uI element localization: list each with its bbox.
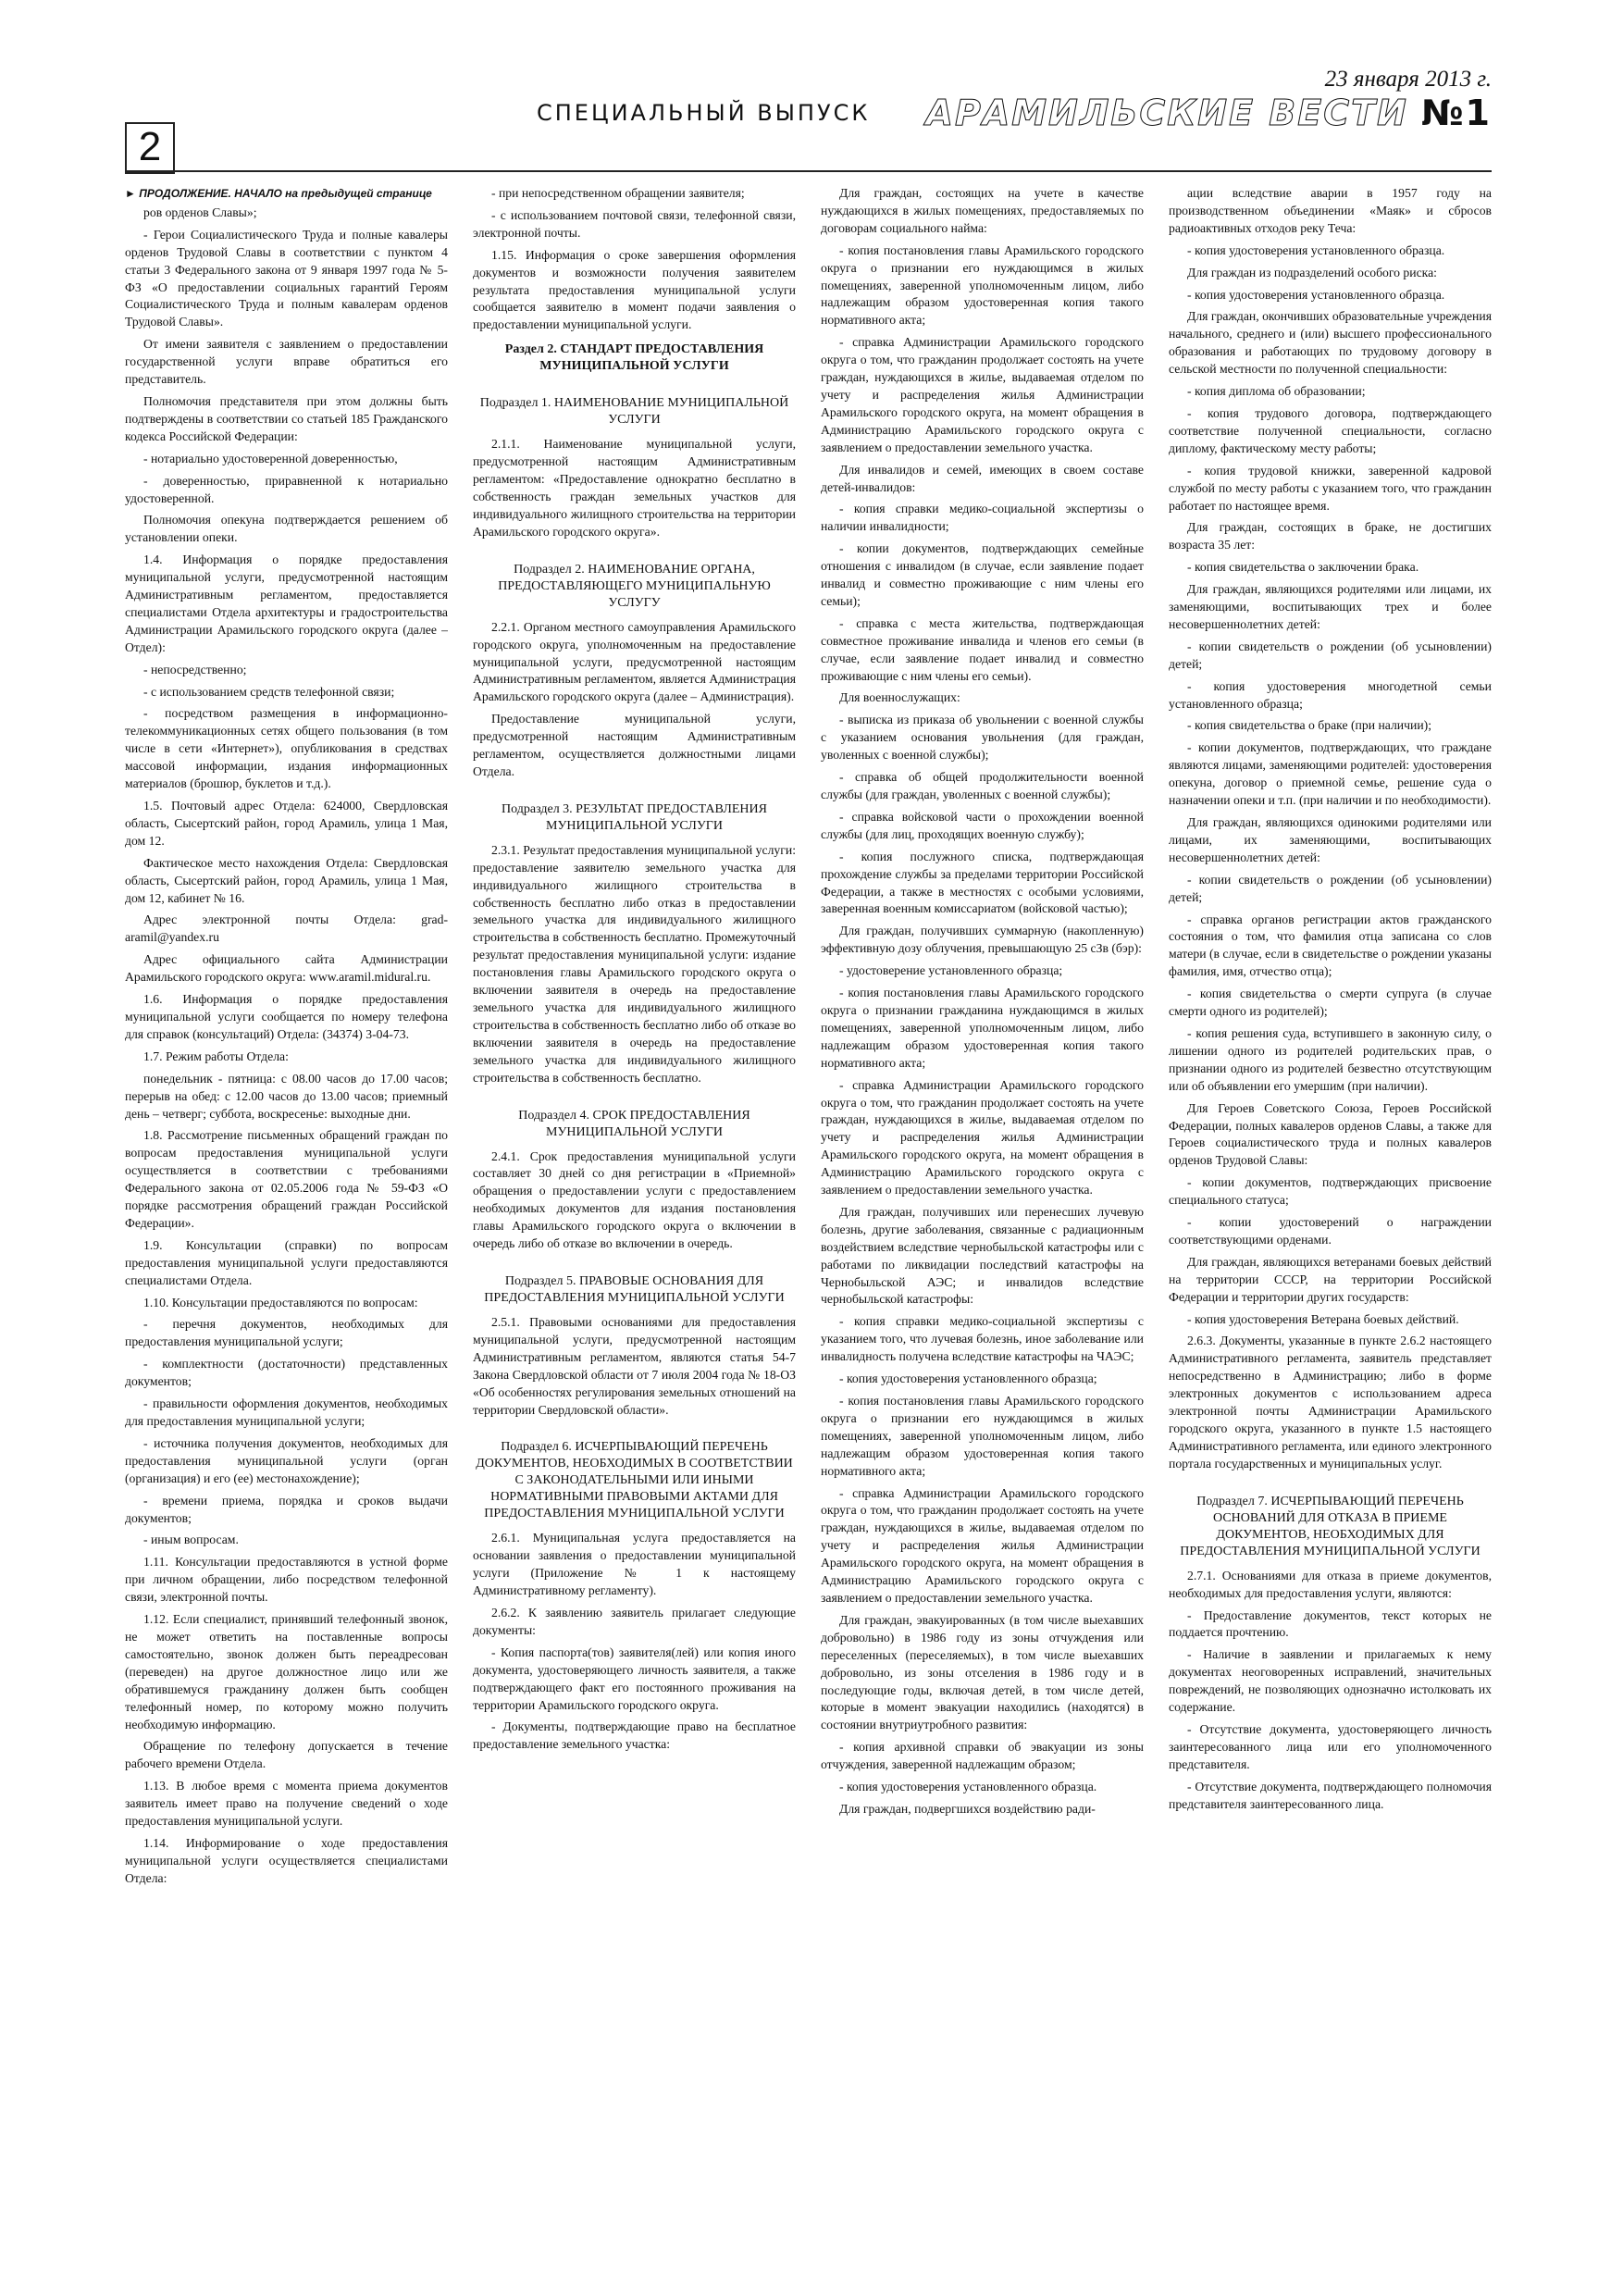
continuation-note: ► ПРОДОЛЖЕНИЕ. НАЧАЛО на предыдущей странице <box>125 187 432 200</box>
paragraph: - справка войсковой части о прохождении военной службы (для лиц, проходящих военную службу); <box>821 809 1144 841</box>
paragraph: 1.15. Информация о сроке завершения оформления документов и возможности получения заявителем результата предоставления муниципальной услуги сообщается заявителю в момент подачи заявления о предоставлении муниципальной услуги. <box>473 247 796 332</box>
paragraph: Для граждан, эвакуированных (в том числе выехавших добровольно) в 1986 году из зоны отчуждения или переселенных (переселяемых), в том числе выехавших добровольно, из зоны отселения в 1986 году и в последующие годы, включая детей, в том числе детей, которые в момент эвакуации находились (находятся) в состоянии внутриутробного развития: <box>821 1612 1144 1732</box>
paragraph: понедельник - пятница: с 08.00 часов до 17.00 часов; перерыв на обед: с 12.00 часов до 13.00 часов; приемный день – четверг; суббота, воскресенье: выходные дни. <box>125 1071 448 1121</box>
paragraph: - справка с места жительства, подтверждающая совместное проживание инвалида и членов его семьи (в случае, если заявление подает инвалид и совместно проживающие с ним члены его семьи). <box>821 615 1144 683</box>
paragraph: 1.5. Почтовый адрес Отдела: 624000, Свердловская область, Сысертский район, город Арамиль, улица 1 Мая, дом 12. <box>125 799 448 848</box>
paragraph: - доверенностью, приравненной к нотариально удостоверенной. <box>125 473 448 505</box>
paragraph: Полномочия представителя при этом должны быть подтверждены в соответствии со статьей 185 Гражданского кодекса Российской Федерации: <box>125 393 448 443</box>
article-columns <box>125 185 1492 2230</box>
paragraph: - удостоверение установленного образца; <box>839 963 1063 978</box>
paragraph: 2.6.3. Документы, указанные в пункте 2.6.2 настоящего Административного регламента, заявитель представляет непосредственно в Администрацию; либо в форме электронных документов с использованием адреса электронной почты Администрации Арамильского городского округа, указанного в пункте 1.5 настоящего Административного регламента, или единого электронного портала государственных и муниципальных услуг. <box>1169 1334 1492 1471</box>
paragraph: - копия постановления главы Арамильского городского округа о признании гражданина нуждающимся в жилых помещениях, заверенной уполномоченным лицом, либо надлежащим образом удостоверенная копия такого нормативного акта; <box>821 986 1144 1070</box>
subsection-heading: Подраздел 1. НАИМЕНОВАНИЕ МУНИЦИПАЛЬНОЙ УСЛУГИ <box>479 396 789 428</box>
paragraph: Полномочия опекуна подтверждается решением об установлении опеки. <box>125 513 448 545</box>
paragraph: - копия удостоверения Ветерана боевых действий. <box>1187 1311 1459 1326</box>
paragraph: 2.1.1. Наименование муниципальной услуги, предусмотренной настоящим Административным регламентом: «Предоставление однократно бесплатно в собственность граждан земельных участков для индивидуального жилищного строительства на территории Арамильского городского округа». <box>473 437 796 539</box>
paragraph: - Предоставление документов, текст которых не поддается прочтению. <box>1169 1607 1492 1640</box>
paragraph: Для граждан, получивших или перенесших лучевую болезнь, другие заболевания, связанные с радиационным воздействием вследствие чернобыльской катастрофы или с работами по ликвидации последствий катастрофы на Чернобыльской АЭС; и инвалидов вследствие чернобыльской катастрофы: <box>821 1204 1144 1307</box>
paragraph: ров орденов Славы»; <box>143 205 257 219</box>
paragraph: - копия диплома об образовании; <box>1187 384 1366 399</box>
paragraph: 2.5.1. Правовыми основаниями для предоставления муниципальной услуги, предусмотренной настоящим Административным регламентом, являются статья 54-7 Закона Свердловской области от 7 июля 2004 года № 18-ОЗ «Об особенностях регулирования земельных отношений на территории Свердловской области». <box>473 1314 796 1417</box>
paragraph: 1.11. Консультации предоставляются в устной форме при личном обращении, либо посредством телефонной связи, электронной почты. <box>125 1555 448 1605</box>
paragraph: 1.6. Информация о порядке предоставления муниципальной услуги сообщается по номеру телефона для справок (консультаций) Отдела: (34374) 3-04-73. <box>125 992 448 1041</box>
paragraph: 1.13. В любое время с момента приема документов заявитель имеет право на получение сведений о ходе предоставления муниципальной услуги. <box>125 1779 448 1829</box>
paragraph: - копия удостоверения установленного образца. <box>839 1780 1097 1794</box>
paragraph: - иным вопросам. <box>143 1533 239 1547</box>
paragraph: - комплектности (достаточности) представленных документов; <box>125 1357 448 1389</box>
paragraph: - копии документов, подтверждающих, что граждане являются лицами, заменяющими родителей: удостоверения опекуна, договор о приемной семье, решение суда о назначении опеки и т.п. (при наличии и по необходимости). <box>1169 740 1492 808</box>
paragraph: Для граждан из подразделений особого риска: <box>1187 265 1437 279</box>
paragraph: Для Героев Советского Союза, Героев Российской Федерации, полных кавалеров орденов Славы, а также для Героев социалистического труда и полных кавалеров орденов Трудовой Славы: <box>1169 1100 1492 1168</box>
paragraph: - справка органов регистрации актов гражданского состояния о том, что фамилия отца записана со слов матери (в случае, если в свидетельстве о рождении указаны фамилия, имя, отчество отца); <box>1169 912 1492 979</box>
section-title: СПЕЦИАЛЬНЫЙ ВЫПУСК <box>537 100 871 126</box>
paragraph: - Отсутствие документа, подтверждающего полномочия представителя заинтересованного лица. <box>1169 1779 1492 1811</box>
paragraph: - копия постановления главы Арамильского городского округа о признании его нуждающимся в жилых помещениях, заверенной уполномоченным лицом, либо надлежащим образом удостоверенная копия такого нормативного акта; <box>821 1394 1144 1478</box>
paragraph: - Герои Социалистического Труда и полные кавалеры орденов Трудовой Славы в соответствии с пунктом 4 статьи 3 Федерального закона от 9 января 1997 года № 5-ФЗ «О предоставлении социальных гарантий Героям Социалистического Труда и полным кавалерам орденов Трудовой Славы». <box>125 227 448 329</box>
paragraph: - копия удостоверения установленного образца. <box>1187 242 1445 257</box>
paragraph: - выписка из приказа об увольнении с военной службы с указанием основания увольнения (для граждан, уволенных с военной службы); <box>821 713 1144 763</box>
paragraph: Для граждан, являющихся ветеранами боевых действий на территории СССР, на территории Российской Федерации и территории других государств: <box>1169 1254 1492 1304</box>
paragraph: - копия решения суда, вступившего в законную силу, о лишении одного из родителей родительских прав, о признании одного из родителей безвестно отсутствующим или об объявлении его умершим (при наличии). <box>1169 1025 1492 1093</box>
paragraph: 2.4.1. Срок предоставления муниципальной услуги составляет 30 дней со дня регистрации в «Приемной» обращения о предоставлении услуги с предоставлением необходимых документов для издания постановления главы Арамильского городского округа о включении в очередь либо об отказе во включении в очередь. <box>473 1148 796 1251</box>
paragraph: - копия справки медико-социальной экспертизы с указанием того, что лучевая болезнь, иное заболевание или инвалидность получена вследствие катастрофы на ЧАЭС; <box>821 1314 1144 1364</box>
paragraph: - копия трудовой книжки, заверенной кадровой службой по месту работы с указанием того, что гражданин работает по настоящее время. <box>1169 463 1492 513</box>
paragraph: - справка Администрации Арамильского городского округа о том, что гражданин продолжает состоять на учете граждан, нуждающихся в жилье, выдаваемая отделом по учету и распределения жилья Администрации Арамильского городского округа, на момент обращения в Администрацию Арамильского городского округа с заявлением о предоставлении земельного участка. <box>821 1077 1144 1198</box>
paragraph: 1.10. Консультации предоставляются по вопросам: <box>143 1295 418 1309</box>
paragraph: - копия архивной справки об эвакуации из зоны отчуждения, заверенной надлежащим образом; <box>821 1740 1144 1772</box>
paragraph: 2.2.1. Органом местного самоуправления Арамильского городского округа, уполномоченным на предоставление муниципальной услуги, предусмотренной настоящим Административным регламентом, является Администрация Арамильского городского округа (далее – Администрация). <box>473 619 796 704</box>
paragraph: Для граждан, окончивших образовательные учреждения начального, среднего и (или) высшего профессионального образования и работающих по трудовому договору в сельской местности по полученной специальности: <box>1169 309 1492 377</box>
subsection-heading: Подраздел 6. ИСЧЕРПЫВАЮЩИЙ ПЕРЕЧЕНЬ ДОКУМЕНТОВ, НЕОБХОДИМЫХ В СООТВЕТСТВИИ С ЗАКОНОДАТЕЛЬНЫМИ ИЛИ ИНЫМИ НОРМАТИВНЫМИ ПРАВОВЫМИ АКТАМИ ДЛЯ ПРЕДОСТАВЛЕНИЯ МУНИЦИПАЛЬНОЙ УСЛУГИ <box>476 1440 793 1521</box>
paragraph: - непосредственно; <box>143 662 247 676</box>
paragraph: - копия свидетельства о заключении брака. <box>1187 560 1419 575</box>
paragraph: 1.9. Консультации (справки) по вопросам предоставления муниципальной услуги предоставляются специалистами Отдела. <box>125 1237 448 1287</box>
subsection-heading: Подраздел 3. РЕЗУЛЬТАТ ПРЕДОСТАВЛЕНИЯ МУНИЦИПАЛЬНОЙ УСЛУГИ <box>502 801 767 833</box>
paragraph: - копии свидетельств о рождении (об усыновлении) детей; <box>1169 639 1492 671</box>
paragraph: - Документы, подтверждающие право на бесплатное предоставление земельного участка: <box>473 1719 796 1752</box>
paragraph: - копии свидетельств о рождении (об усыновлении) детей; <box>1169 872 1492 904</box>
paragraph: - копия свидетельства о браке (при наличии); <box>1187 718 1432 733</box>
paragraph: 1.7. Режим работы Отдела: <box>143 1049 289 1063</box>
column-1 <box>125 185 448 2230</box>
subsection-heading: Подраздел 7. ИСЧЕРПЫВАЮЩИЙ ПЕРЕЧЕНЬ ОСНОВАНИЙ ДЛЯ ОТКАЗА В ПРИЕМЕ ДОКУМЕНТОВ, НЕОБХОДИМЫХ ДЛЯ ПРЕДОСТАВЛЕНИЯ МУНИЦИПАЛЬНОЙ УСЛУГИ <box>1180 1494 1481 1558</box>
paragraph: - копии удостоверений о награждении соответствующими орденами. <box>1169 1215 1492 1247</box>
paragraph: 1.12. Если специалист, принявший телефонный звонок, не может ответить на поставленные вопросы самостоятельно, звонок должен быть переадресован (переведен) на другое должностное лицо или же обратившемуся гражданину должен быть сообщен телефонный номер, по которому можно получить необходимую информацию. <box>125 1612 448 1731</box>
column-4 <box>1169 185 1492 2230</box>
paragraph: - копия свидетельства о смерти супруга (в случае смерти одного из родителей); <box>1169 987 1492 1019</box>
paragraph: 1.8. Рассмотрение письменных обращений граждан по вопросам предоставления муниципальной услуги осуществляется в соответствии с требованиями Федерального закона от 02.05.2006 года № 59-ФЗ «О порядке рассмотрения обращений граждан Российской Федерации». <box>125 1128 448 1230</box>
column-3 <box>821 185 1144 2230</box>
page-number: 2 <box>125 122 175 174</box>
header-rule <box>125 170 1492 172</box>
paragraph: - времени приема, порядка и сроков выдачи документов; <box>125 1493 448 1525</box>
subsection-heading: Подраздел 4. СРОК ПРЕДОСТАВЛЕНИЯ МУНИЦИПАЛЬНОЙ УСЛУГИ <box>518 1108 750 1139</box>
paragraph: ации вследствие аварии в 1957 году на производственном объединении «Маяк» и сбросов радиоактивных отходов реку Теча: <box>1169 186 1492 235</box>
paragraph: - справка Администрации Арамильского городского округа о том, что гражданин продолжает состоять на учете граждан, нуждающихся в жилье, выдаваемая отделом по учету и распределения жилья Администрации Арамильского городского округа, на момент обращения в Администрацию Арамильского городского округа с заявлением о предоставлении земельного участка. <box>821 1485 1144 1605</box>
paragraph: - посредством размещения в информационно-телекоммуникационных сетях общего пользования (в том числе в сети «Интернет»), опубликования в средствах массовой информации, издания информационных материалов (брошюр, буклетов и т.д.). <box>125 706 448 791</box>
paragraph: - копия удостоверения установленного образца. <box>1187 287 1445 302</box>
paragraph: Для граждан, являющихся одинокими родителями или лицами, их заменяющими, воспитывающих несовершеннолетних детей: <box>1169 815 1492 864</box>
paragraph: Для граждан, состоящих в браке, не достигших возраста 35 лет: <box>1169 520 1492 552</box>
paragraph: Для военнослужащих: <box>839 690 960 705</box>
paragraph: - копия постановления главы Арамильского городского округа о признании его нуждающимся в жилых помещениях, заверенной уполномоченным лицом, либо надлежащим образом удостоверенная копия такого нормативного акта; <box>821 242 1144 328</box>
paragraph: 2.7.1. Основаниями для отказа в приеме документов, необходимых для предоставления услуги, являются: <box>1169 1568 1492 1600</box>
paragraph: Предоставление муниципальной услуги, предусмотренной настоящим Административным регламентом, осуществляется должностными лицами Отдела. <box>473 712 796 778</box>
paragraph: - копия удостоверения установленного образца; <box>839 1371 1097 1386</box>
paragraph: Для граждан, получивших суммарную (накопленную) эффективную дозу облучения, превышающую 25 сЗв (бэр): <box>821 924 1144 956</box>
paragraph: - нотариально удостоверенной доверенностью, <box>143 451 398 465</box>
paragraph: - при непосредственном обращении заявителя; <box>491 186 745 200</box>
column-2 <box>473 185 796 2230</box>
paragraph: Для граждан, являющихся родителями или лицами, их заменяющими, воспитывающих трех и более несовершеннолетних детей: <box>1169 582 1492 631</box>
paragraph: - копия удостоверения многодетной семьи установленного образца; <box>1169 678 1492 711</box>
paragraph: - копии документов, подтверждающих семейные отношения с инвалидом (в случае, если заявление подает инвалид и совместно проживающие с ним члены его семьи); <box>821 541 1144 608</box>
paragraph: - Наличие в заявлении и прилагаемых к нему документах неоговоренных исправлений, значительных повреждений, не позволяющих однозначно истолковать их содержание. <box>1169 1647 1492 1715</box>
subsection-heading: Подраздел 2. НАИМЕНОВАНИЕ ОРГАНА, ПРЕДОСТАВЛЯЮЩЕГО МУНИЦИПАЛЬНУЮ УСЛУГУ <box>498 562 771 610</box>
paragraph: - справка Администрации Арамильского городского округа о том, что гражданин продолжает состоять на учете граждан, нуждающихся в жилье, выдаваемая отделом по учету и распределения жилья Администрации Арамильского городского округа, на момент обращения в Администрацию Арамильского городского округа с заявлением о предоставлении земельного участка. <box>821 335 1144 454</box>
paragraph: - копия послужного списка, подтверждающая прохождение службы за пределами территории Российской Федерации, а также в местностях с особыми условиями, заверенная военным комиссариатом (войсковой частью); <box>821 849 1144 916</box>
masthead <box>926 93 1492 133</box>
subsection-heading: Подраздел 5. ПРАВОВЫЕ ОСНОВАНИЯ ДЛЯ ПРЕДОСТАВЛЕНИЯ МУНИЦИПАЛЬНОЙ УСЛУГИ <box>484 1273 785 1305</box>
paragraph: - копия трудового договора, подтверждающего соответствие полученной специальности, согласно диплому, фактическому месту работы; <box>1169 405 1492 455</box>
section-heading: Раздел 2. СТАНДАРТ ПРЕДОСТАВЛЕНИЯ МУНИЦИПАЛЬНОЙ УСЛУГИ <box>504 342 764 374</box>
paragraph: 2.3.1. Результат предоставления муниципальной услуги: предоставление заявителю земельного участка для индивидуального жилищного строительства в собственность бесплатно либо отказ в предоставлении земельного участка для индивидуального жилищного строительства в собственность бесплатно. Промежуточный результат предоставления муниципальной услуги: издание постановления главы Арамильского городского округа о включении заявителя в очередь на предоставление земельного участка для индивидуального жилищного строительства в собственность бесплатно либо об отказе во включении заявителя в очередь на предоставление земельного участка для индивидуального жилищного строительства в собственность бесплатно. <box>473 842 796 1085</box>
paragraph: - правильности оформления документов, необходимых для предоставления муниципальной услуги; <box>125 1396 448 1428</box>
paragraph: Фактическое место нахождения Отдела: Свердловская область, Сысертский район, город Арамиль, улица 1 Мая, дом 12, кабинет № 16. <box>125 855 448 905</box>
paragraph: - копии документов, подтверждающих присвоение специального статуса; <box>1169 1175 1492 1208</box>
paragraph: - источника получения документов, необходимых для предоставления муниципальной услуги (орган (организация) и его (ее) местонахождение); <box>125 1435 448 1485</box>
paragraph: Для граждан, состоящих на учете в качестве нуждающихся в жилых помещениях, предоставляемых по договорам социального найма: <box>821 186 1144 235</box>
paragraph: - с использованием средств телефонной связи; <box>143 684 395 699</box>
paragraph: Обращение по телефону допускается в течение рабочего времени Отдела. <box>125 1739 448 1771</box>
paragraph: - Копия паспорта(тов) заявителя(лей) или копия иного документа, удостоверяющего личность заявителя, а также подтверждающего факт его постоянного проживания на территории Арамильского городского округа. <box>473 1644 796 1712</box>
paragraph: - перечня документов, необходимых для предоставления муниципальной услуги; <box>125 1317 448 1349</box>
paragraph: 2.6.1. Муниципальная услуга предоставляется на основании заявления о предоставлении муниципальной услуги (Приложение № 1 к настоящему Административному регламенту). <box>473 1531 796 1598</box>
paragraph: - Отсутствие документа, удостоверяющего личность заинтересованного лица или его уполномоченного представителя. <box>1169 1721 1492 1771</box>
paragraph: Для инвалидов и семей, имеющих в своем составе детей-инвалидов: <box>821 462 1144 494</box>
paragraph: - справка об общей продолжительности военной службы (для граждан, уволенных с военной службы); <box>821 770 1144 801</box>
paragraph: Адрес электронной почты Отдела: grad-aramil@yandex.ru <box>125 912 448 945</box>
paragraph: От имени заявителя с заявлением о предоставлении государственной услуги вправе обратиться его представитель. <box>125 337 448 387</box>
paragraph: Для граждан, подвергшихся воздействию ради- <box>839 1801 1096 1816</box>
paragraph: 1.4. Информация о порядке предоставления муниципальной услуги, предусмотренной настоящим Административным регламентом, предоставляется специалистами Отдела архитектуры и градостроительства Администрации Арамильского городского округа (далее – Отдел): <box>125 552 448 654</box>
paragraph: - копия справки медико-социальной экспертизы о наличии инвалидности; <box>821 502 1144 534</box>
paragraph: - с использованием почтовой связи, телефонной связи, электронной почты. <box>473 207 796 240</box>
paragraph: 2.6.2. К заявлению заявитель прилагает следующие документы: <box>473 1606 796 1637</box>
masthead-title: АРАМИЛЬСКИЕ ВЕСТИ <box>925 93 1408 133</box>
paragraph: Адрес официального сайта Администрации Арамильского городского округа: www.aramil.midural.ru. <box>125 952 448 985</box>
paragraph: 1.14. Информирование о ходе предоставления муниципальной услуги осуществляется специалистами Отдела: <box>125 1835 448 1885</box>
issue-date: 23 января 2013 г. <box>1324 67 1492 92</box>
issue-number: №1 <box>1420 93 1492 133</box>
